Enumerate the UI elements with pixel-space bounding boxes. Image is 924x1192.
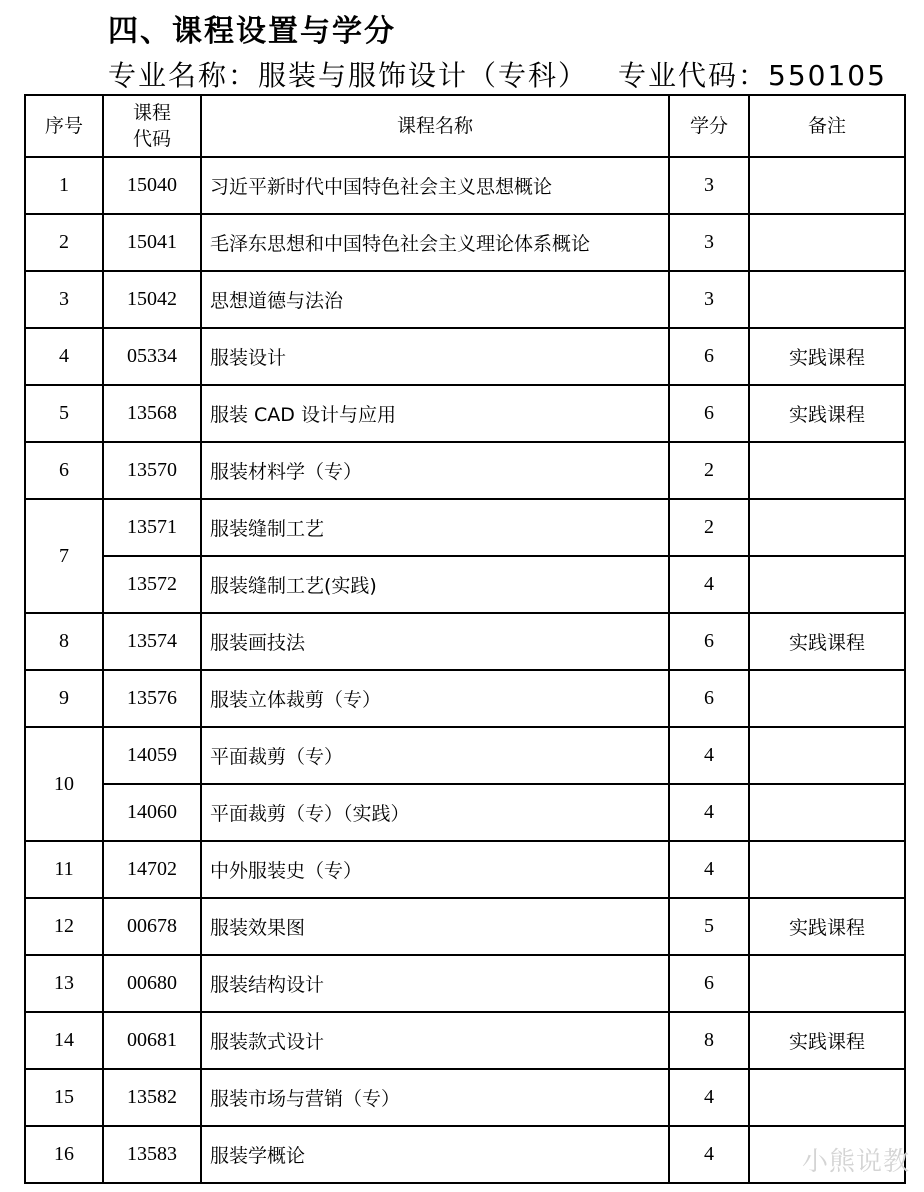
major-name: 专业名称：服装与服饰设计（专科） xyxy=(108,59,589,92)
course-code: 15042 xyxy=(103,271,201,328)
course-table xyxy=(24,94,906,1184)
course-name: 服装设计 xyxy=(201,328,669,385)
table-row xyxy=(25,1069,905,1126)
row-no: 16 xyxy=(25,1126,103,1183)
course-code: 13583 xyxy=(103,1126,201,1183)
course-code: 14702 xyxy=(103,841,201,898)
course-name: 平面裁剪（专）（实践） xyxy=(201,784,669,841)
course-credit: 5 xyxy=(669,898,749,955)
table-row xyxy=(25,442,905,499)
course-note: 实践课程 xyxy=(749,898,905,955)
course-name: 服装缝制工艺 xyxy=(201,499,669,556)
course-credit: 2 xyxy=(669,499,749,556)
row-no: 11 xyxy=(25,841,103,898)
course-credit: 4 xyxy=(669,556,749,613)
course-credit: 6 xyxy=(669,385,749,442)
course-code: 15040 xyxy=(103,157,201,214)
course-name: 服装材料学（专） xyxy=(201,442,669,499)
course-code: 13568 xyxy=(103,385,201,442)
row-no: 9 xyxy=(25,670,103,727)
course-name: 服装 CAD 设计与应用 xyxy=(201,385,669,442)
course-code: 13576 xyxy=(103,670,201,727)
row-no: 8 xyxy=(25,613,103,670)
row-no: 4 xyxy=(25,328,103,385)
header-note: 备注 xyxy=(749,95,905,157)
course-name: 服装画技法 xyxy=(201,613,669,670)
course-note xyxy=(749,955,905,1012)
course-name: 中外服装史（专） xyxy=(201,841,669,898)
course-note xyxy=(749,727,905,784)
course-note xyxy=(749,841,905,898)
course-code: 00678 xyxy=(103,898,201,955)
table-row xyxy=(25,727,905,784)
course-note xyxy=(749,271,905,328)
course-credit: 3 xyxy=(669,214,749,271)
course-note xyxy=(749,1069,905,1126)
course-code: 13571 xyxy=(103,499,201,556)
table-row xyxy=(25,955,905,1012)
course-note: 实践课程 xyxy=(749,613,905,670)
course-note xyxy=(749,784,905,841)
course-note xyxy=(749,442,905,499)
watermark: 小熊说教 xyxy=(801,1147,910,1177)
course-credit: 4 xyxy=(669,1126,749,1183)
table-row xyxy=(25,556,905,613)
course-name: 思想道德与法治 xyxy=(201,271,669,328)
course-note xyxy=(749,556,905,613)
course-name: 毛泽东思想和中国特色社会主义理论体系概论 xyxy=(201,214,669,271)
header-credit: 学分 xyxy=(669,95,749,157)
course-credit: 6 xyxy=(669,328,749,385)
course-code: 13572 xyxy=(103,556,201,613)
course-credit: 6 xyxy=(669,613,749,670)
header-code-line1: 课程 xyxy=(132,102,171,124)
header-name: 课程名称 xyxy=(201,95,669,157)
course-credit: 3 xyxy=(669,157,749,214)
course-note xyxy=(749,499,905,556)
table-row xyxy=(25,1126,905,1183)
course-code: 14060 xyxy=(103,784,201,841)
course-name: 服装缝制工艺(实践) xyxy=(201,556,669,613)
course-code: 05334 xyxy=(103,328,201,385)
header-code xyxy=(103,95,201,157)
table-row xyxy=(25,898,905,955)
course-code: 15041 xyxy=(103,214,201,271)
course-name: 服装结构设计 xyxy=(201,955,669,1012)
course-name: 服装款式设计 xyxy=(201,1012,669,1069)
table-row xyxy=(25,784,905,841)
course-code: 14059 xyxy=(103,727,201,784)
course-credit: 4 xyxy=(669,841,749,898)
course-name: 服装学概论 xyxy=(201,1126,669,1183)
row-no: 6 xyxy=(25,442,103,499)
table-row xyxy=(25,385,905,442)
course-credit: 6 xyxy=(669,670,749,727)
course-credit: 4 xyxy=(669,1069,749,1126)
row-no: 13 xyxy=(25,955,103,1012)
table-row xyxy=(25,214,905,271)
course-credit: 3 xyxy=(669,271,749,328)
table-row xyxy=(25,1012,905,1069)
course-note: 实践课程 xyxy=(749,385,905,442)
table-row xyxy=(25,271,905,328)
row-no: 2 xyxy=(25,214,103,271)
table-row xyxy=(25,157,905,214)
table-row xyxy=(25,499,905,556)
row-no: 7 xyxy=(25,499,103,613)
row-no: 3 xyxy=(25,271,103,328)
course-credit: 6 xyxy=(669,955,749,1012)
major-code: 专业代码：550105 xyxy=(618,59,887,92)
table-header-row xyxy=(25,95,905,157)
course-note xyxy=(749,214,905,271)
table-row xyxy=(25,328,905,385)
course-name: 服装市场与营销（专） xyxy=(201,1069,669,1126)
course-note: 实践课程 xyxy=(749,1012,905,1069)
table-row xyxy=(25,841,905,898)
course-credit: 2 xyxy=(669,442,749,499)
table-row xyxy=(25,613,905,670)
table-row xyxy=(25,670,905,727)
course-code: 00680 xyxy=(103,955,201,1012)
course-name: 平面裁剪（专） xyxy=(201,727,669,784)
row-no: 5 xyxy=(25,385,103,442)
row-no: 15 xyxy=(25,1069,103,1126)
course-note xyxy=(749,670,905,727)
course-name: 服装效果图 xyxy=(201,898,669,955)
section-title: 四、课程设置与学分 xyxy=(108,14,396,49)
row-no: 1 xyxy=(25,157,103,214)
course-credit: 4 xyxy=(669,784,749,841)
course-note: 实践课程 xyxy=(749,328,905,385)
course-note xyxy=(749,157,905,214)
header-no: 序号 xyxy=(25,95,103,157)
row-no: 14 xyxy=(25,1012,103,1069)
major-info xyxy=(108,54,887,94)
course-code: 00681 xyxy=(103,1012,201,1069)
row-no: 10 xyxy=(25,727,103,841)
header-code-line2: 代码 xyxy=(132,128,171,150)
course-name: 服装立体裁剪（专） xyxy=(201,670,669,727)
row-no: 12 xyxy=(25,898,103,955)
course-credit: 8 xyxy=(669,1012,749,1069)
course-code: 13582 xyxy=(103,1069,201,1126)
course-credit: 4 xyxy=(669,727,749,784)
course-name: 习近平新时代中国特色社会主义思想概论 xyxy=(201,157,669,214)
course-code: 13570 xyxy=(103,442,201,499)
course-code: 13574 xyxy=(103,613,201,670)
